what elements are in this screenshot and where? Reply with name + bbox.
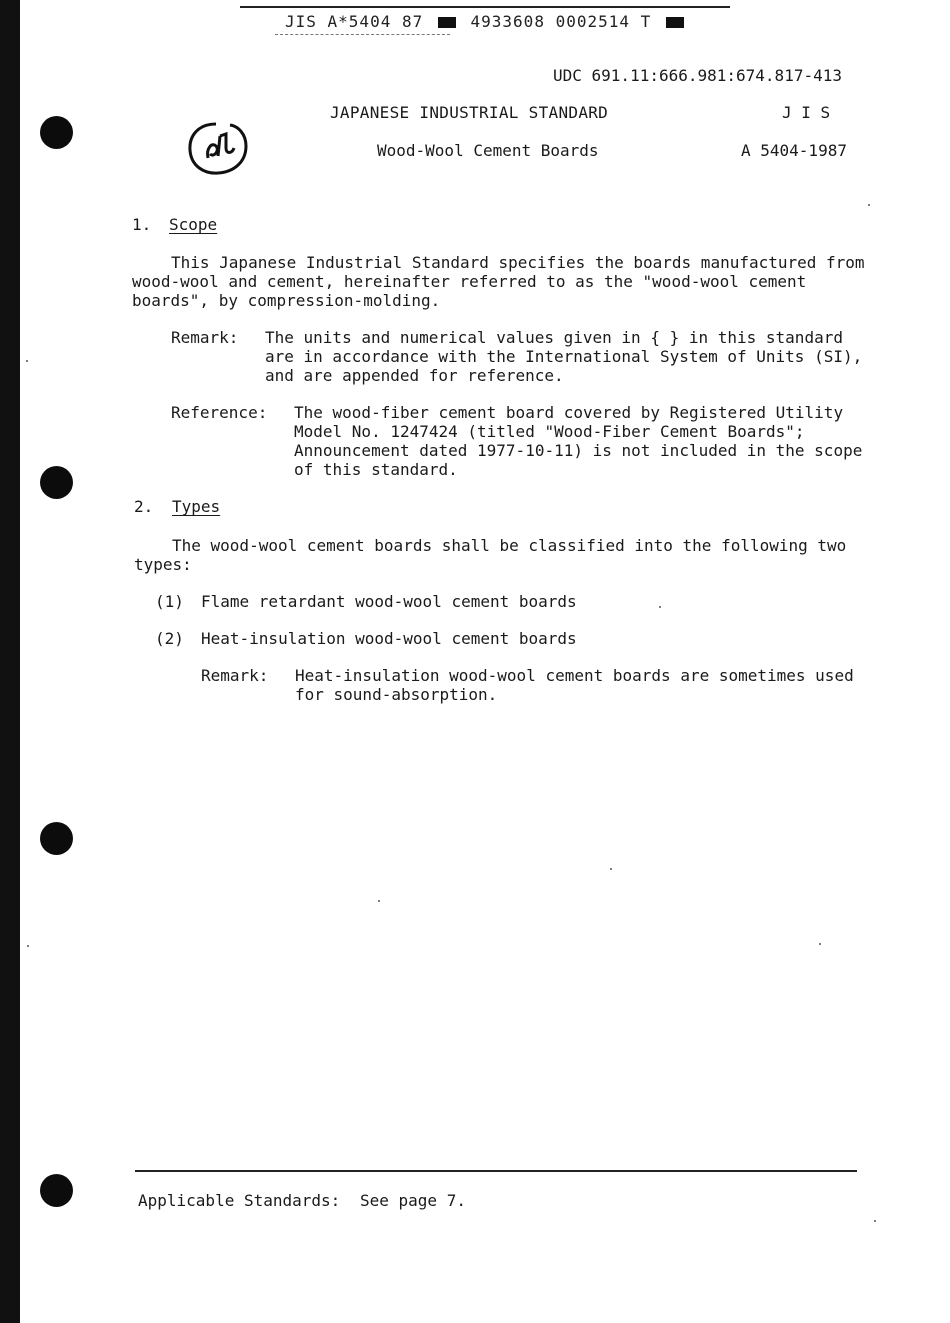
reference-label: Reference: [171, 403, 268, 422]
reference-line: of this standard. [294, 460, 458, 479]
doc-title: Wood-Wool Cement Boards [377, 141, 599, 160]
redaction-block [438, 17, 456, 28]
type-item-number: (2) [155, 629, 184, 648]
type-item-text: Flame retardant wood-wool cement boards [201, 592, 577, 611]
remark-line: The units and numerical values given in { } in this standard [265, 328, 843, 347]
section2-heading: Types [172, 497, 221, 516]
scan-speck [378, 900, 380, 902]
types-remark-line: Heat-insulation wood-wool cement boards are sometimes used [295, 666, 854, 685]
header-code-part2: 4933608 0002514 T [470, 12, 652, 31]
remark-line: and are appended for reference. [265, 366, 564, 385]
redaction-block [666, 17, 684, 28]
udc-code: UDC 691.11:666.981:674.817-413 [553, 66, 842, 85]
scan-speck [610, 868, 612, 870]
doc-number: A 5404-1987 [741, 141, 847, 160]
remark-line: are in accordance with the International System of Units (SI), [265, 347, 863, 366]
footer-rule [135, 1170, 857, 1172]
footer-value: See page 7. [360, 1191, 466, 1210]
header-code [285, 12, 688, 31]
types-intro-line: The wood-wool cement boards shall be classified into the following two [172, 536, 847, 555]
scope-para-line: boards", by compression-molding. [132, 291, 441, 310]
types-remark-label: Remark: [201, 666, 269, 685]
reference-line: Model No. 1247424 (titled "Wood-Fiber Cement Boards"; [294, 422, 805, 441]
scope-para-line: wood-wool and cement, hereinafter referred to as the "wood-wool cement [132, 272, 807, 291]
header-dash-line [275, 34, 450, 35]
scan-speck [819, 943, 821, 945]
types-remark-line: for sound-absorption. [295, 685, 498, 704]
jis-logo-icon [186, 118, 250, 178]
top-rule [240, 6, 730, 8]
section1-number: 1. [132, 215, 152, 234]
reference-line: Announcement dated 1977-10-11) is not included in the scope [294, 441, 863, 460]
section1-heading: Scope [169, 215, 218, 234]
remark-label: Remark: [171, 328, 239, 347]
reference-line: The wood-fiber cement board covered by Registered Utility [294, 403, 844, 422]
scan-speck [874, 1220, 876, 1222]
scope-para-line: This Japanese Industrial Standard specifies the boards manufactured from [171, 253, 865, 272]
type-item-number: (1) [155, 592, 184, 611]
section2-number: 2. [134, 497, 154, 516]
jis-label: J I S [782, 103, 831, 122]
types-intro-line: types: [134, 555, 192, 574]
binder-hole [40, 822, 73, 855]
scan-speck [868, 204, 870, 206]
type-item-text: Heat-insulation wood-wool cement boards [201, 629, 577, 648]
binder-hole [40, 1174, 73, 1207]
scan-speck [659, 606, 661, 608]
header-code-part1: JIS A*5404 87 [285, 12, 424, 31]
footer-label: Applicable Standards: [138, 1191, 341, 1210]
scan-speck [27, 945, 29, 947]
scan-edge-bar [0, 0, 20, 1323]
standard-title: JAPANESE INDUSTRIAL STANDARD [330, 103, 609, 122]
binder-hole [40, 116, 73, 149]
scan-speck [26, 360, 28, 362]
binder-hole [40, 466, 73, 499]
